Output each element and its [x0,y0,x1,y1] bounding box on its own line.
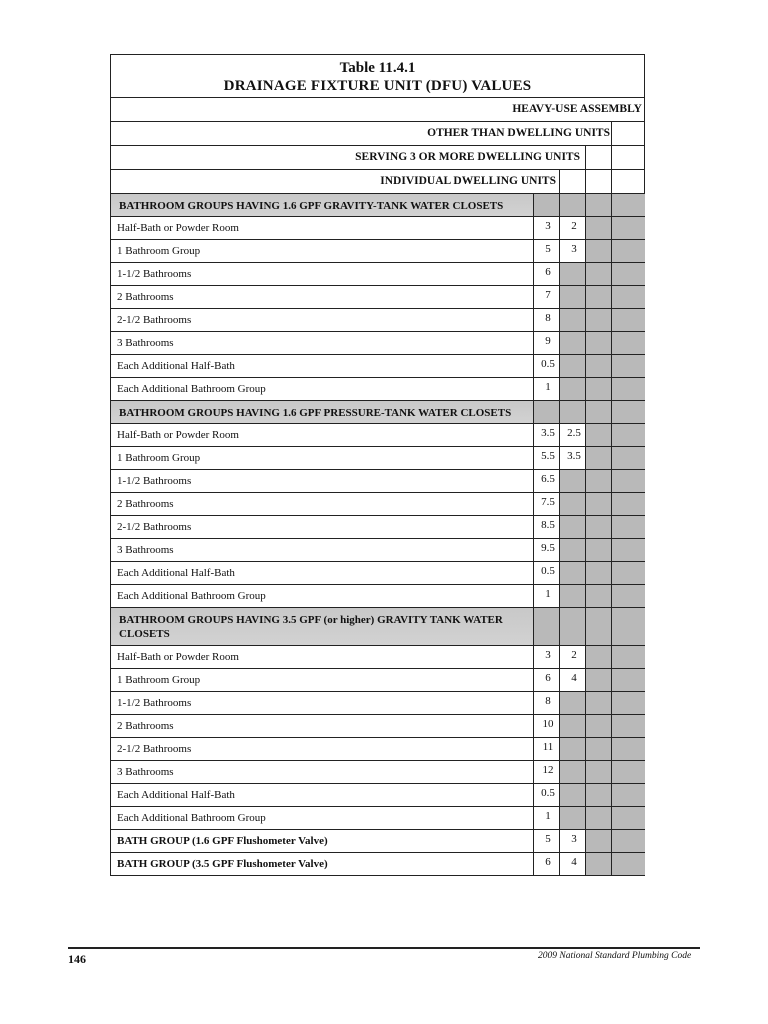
section-heading-label: BATHROOM GROUPS HAVING 1.6 GPF GRAVITY-TANK WATER CLOSETS [119,200,504,212]
table-cell [533,608,560,645]
table-row [111,784,644,807]
individual-value: 5.5 [541,450,555,462]
row-label: 2-1/2 Bathrooms [117,521,192,533]
table-cell [559,539,586,561]
table-cell [559,263,586,285]
row-label: 1-1/2 Bathrooms [117,268,192,280]
table-row [111,378,644,401]
individual-value: 8 [545,695,551,707]
table-cell [585,401,612,423]
table-row [111,807,644,830]
table-cell [611,669,645,691]
individual-value: 0.5 [541,787,555,799]
dfu-table [110,54,645,876]
row-label: 1 Bathroom Group [117,452,201,464]
table-cell [611,309,645,331]
table-cell [559,332,586,354]
individual-value: 1 [545,381,551,393]
table-cell [611,447,645,469]
individual-value: 9.5 [541,542,555,554]
table-cell [585,378,612,400]
individual-value: 5 [545,833,551,845]
table-cell [559,286,586,308]
table-cell [611,240,645,262]
table-cell [585,470,612,492]
table-cell [585,562,612,584]
table-cell [585,669,612,691]
section-heading-label: BATHROOM GROUPS HAVING 3.5 GPF (or higher) GRAVITY TANK WATER CLOSETS [119,614,503,640]
row-label: 2 Bathrooms [117,498,174,510]
individual-value: 10 [542,718,554,730]
serving-value: 3.5 [567,450,581,462]
row-label: 1 Bathroom Group [117,245,201,257]
table-cell [585,585,612,607]
table-cell [585,830,612,852]
individual-value: 6 [545,672,551,684]
table-cell [611,217,645,239]
table-cell [611,585,645,607]
table-row [111,585,644,608]
table-cell [611,692,645,714]
serving-value: 2 [571,649,577,661]
table-cell [611,355,645,377]
table-cell [559,761,586,783]
row-label: 2-1/2 Bathrooms [117,314,192,326]
table-cell [559,807,586,829]
table-row [111,516,644,539]
table-cell [611,784,645,806]
table-subtitle: DRAINAGE FIXTURE UNIT (DFU) VALUES [223,78,532,94]
row-label: Each Additional Half-Bath [117,789,235,801]
table-cell [585,516,612,538]
individual-value: 11 [542,741,554,753]
table-cell [585,286,612,308]
table-row [111,470,644,493]
table-row [111,286,644,309]
table-title-box [111,55,644,98]
table-cell [585,493,612,515]
individual-value: 8.5 [541,519,555,531]
table-cell [559,585,586,607]
individual-value: 3 [545,649,551,661]
table-row [111,715,644,738]
table-row [111,562,644,585]
section-heading [111,194,644,217]
table-title: Table 11.4.1 [339,60,416,76]
table-cell [559,715,586,737]
table-cell [559,692,586,714]
table-cell [611,830,645,852]
row-label: 2 Bathrooms [117,720,174,732]
table-row [111,332,644,355]
table-row [111,669,644,692]
table-cell [611,286,645,308]
individual-value: 8 [545,312,551,324]
row-label: 1 Bathroom Group [117,674,201,686]
row-label: Each Additional Bathroom Group [117,812,266,824]
individual-value: 5 [545,243,551,255]
individual-value: 12 [542,764,554,776]
table-row [111,240,644,263]
table-cell [611,378,645,400]
table-cell [611,608,645,645]
table-cell [585,715,612,737]
bath-group-row [111,830,644,853]
table-cell [585,240,612,262]
table-body [111,194,644,876]
table-cell [585,608,612,645]
table-cell [585,761,612,783]
row-label: 2 Bathrooms [117,291,174,303]
row-label: 3 Bathrooms [117,544,174,556]
table-row [111,692,644,715]
table-cell [585,194,612,216]
table-cell [585,784,612,806]
row-label: BATH GROUP (1.6 GPF Flushometer Valve) [117,835,328,847]
row-label: 1-1/2 Bathrooms [117,475,192,487]
table-cell [611,401,645,423]
row-label: 3 Bathrooms [117,337,174,349]
header-individual-label: INDIVIDUAL DWELLING UNITS [380,175,556,187]
table-cell [533,401,560,423]
table-row [111,761,644,784]
table-cell [585,738,612,760]
table-cell [585,217,612,239]
table-cell [585,332,612,354]
page-number: 146 [68,952,86,966]
table-cell [559,562,586,584]
table-cell [585,539,612,561]
individual-value: 6 [545,856,551,868]
table-cell [585,263,612,285]
table-cell [611,562,645,584]
table-cell [585,853,612,875]
row-label: Each Additional Half-Bath [117,360,235,372]
table-cell [533,194,560,216]
table-cell [611,493,645,515]
serving-value: 3 [571,833,577,845]
bath-group-row [111,853,644,876]
header-serving-label: SERVING 3 OR MORE DWELLING UNITS [355,151,580,163]
table-cell [611,516,645,538]
individual-value: 7 [545,289,551,301]
header-serving-3-or-more [111,146,644,170]
individual-value: 3 [545,220,551,232]
table-cell [611,853,645,875]
table-cell [559,516,586,538]
individual-value: 6 [545,266,551,278]
table-cell [611,539,645,561]
table-row [111,539,644,562]
header-heavy-use-label: HEAVY-USE ASSEMBLY [512,103,642,115]
table-cell [611,646,645,668]
table-row [111,217,644,240]
table-cell [585,309,612,331]
table-cell [559,738,586,760]
row-label: 2-1/2 Bathrooms [117,743,192,755]
table-cell [611,470,645,492]
table-row [111,309,644,332]
table-cell [559,401,586,423]
table-cell [585,355,612,377]
table-row [111,355,644,378]
table-cell [559,194,586,216]
individual-value: 1 [545,588,551,600]
table-cell [611,761,645,783]
table-cell [585,424,612,446]
serving-value: 4 [571,856,577,868]
table-cell [611,424,645,446]
table-cell [611,807,645,829]
table-cell [585,646,612,668]
table-row [111,738,644,761]
row-label: BATH GROUP (3.5 GPF Flushometer Valve) [117,858,328,870]
table-cell [585,692,612,714]
individual-value: 7.5 [541,496,555,508]
table-cell [611,715,645,737]
section-heading-label: BATHROOM GROUPS HAVING 1.6 GPF PRESSURE-TANK WATER CLOSETS [119,407,512,419]
header-heavy-use [111,98,644,122]
table-cell [559,784,586,806]
row-label: Each Additional Bathroom Group [117,383,266,395]
row-label: Each Additional Half-Bath [117,567,235,579]
table-cell [611,194,645,216]
table-row [111,493,644,516]
header-other-than-dwelling [111,122,644,146]
individual-value: 3.5 [541,427,555,439]
individual-value: 1 [545,810,551,822]
table-cell [559,309,586,331]
table-row [111,646,644,669]
footer-code-name: 2009 National Standard Plumbing Code [538,951,692,961]
header-individual-dwelling [111,170,644,194]
individual-value: 0.5 [541,565,555,577]
individual-value: 6.5 [541,473,555,485]
individual-value: 0.5 [541,358,555,370]
table-cell [559,470,586,492]
row-label: 1-1/2 Bathrooms [117,697,192,709]
table-cell [585,447,612,469]
table-row [111,447,644,470]
table-row [111,424,644,447]
row-label: Half-Bath or Powder Room [117,429,239,441]
table-cell [559,378,586,400]
serving-value: 2.5 [567,427,581,439]
row-label: Half-Bath or Powder Room [117,651,239,663]
table-cell [611,263,645,285]
row-label: Each Additional Bathroom Group [117,590,266,602]
individual-value: 9 [545,335,551,347]
row-label: Half-Bath or Powder Room [117,222,239,234]
table-row [111,263,644,286]
serving-value: 2 [571,220,577,232]
row-label: 3 Bathrooms [117,766,174,778]
table-cell [559,608,586,645]
table-cell [559,355,586,377]
section-heading [111,401,644,424]
table-cell [611,332,645,354]
serving-value: 4 [571,672,577,684]
table-cell [611,738,645,760]
table-cell [559,493,586,515]
table-cell [585,807,612,829]
serving-value: 3 [571,243,577,255]
footer-rule [68,947,700,949]
section-heading [111,608,644,646]
header-other-label: OTHER THAN DWELLING UNITS [427,127,610,139]
